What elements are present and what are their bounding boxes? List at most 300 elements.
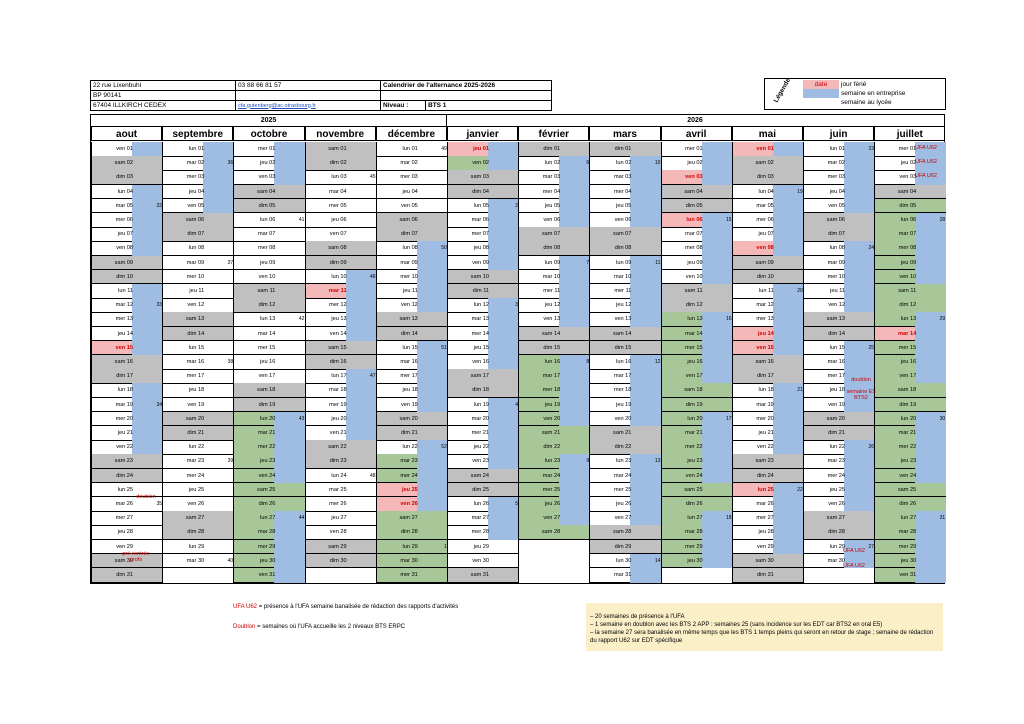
day-cell (875, 341, 946, 356)
day-label: ven 03 (258, 174, 276, 181)
day-label: mer 17 (400, 373, 418, 380)
week-band (773, 454, 804, 469)
day-label: dim 03 (757, 174, 774, 181)
day-label: jeu 13 (331, 316, 347, 323)
day-label: mar 14 (257, 330, 276, 337)
address-line-3: 67404 ILLKIRCH CEDEX (91, 101, 236, 111)
day-cell (306, 511, 377, 526)
month-column (91, 142, 162, 583)
week-band (488, 540, 519, 555)
week-band (417, 383, 448, 398)
day-label: mer 08 (898, 245, 917, 252)
week-band (274, 398, 305, 413)
day-label: mar 31 (613, 572, 632, 578)
day-label: ven 22 (116, 444, 133, 451)
day-label: mar 10 (613, 273, 632, 280)
week-band (844, 483, 875, 498)
week-band (132, 227, 163, 242)
legend-company-swatch (803, 89, 839, 98)
day-label: sam 24 (470, 472, 489, 479)
week-band (915, 454, 946, 469)
week-band (203, 284, 234, 299)
day-label: lun 06 (260, 217, 276, 223)
day-label: mer 17 (827, 373, 845, 380)
day-label: mar 16 (400, 359, 418, 365)
day-cell (163, 327, 234, 342)
day-cell (163, 284, 234, 299)
month-header-10: juin (803, 126, 874, 141)
week-band (915, 327, 946, 342)
week-band (346, 256, 377, 271)
week-band (844, 298, 875, 313)
day-cell (448, 199, 519, 214)
week-band (559, 241, 590, 256)
week-band (773, 298, 804, 313)
day-cell (875, 426, 946, 441)
week-band (488, 383, 519, 398)
level-value: BTS 1 (426, 101, 552, 111)
day-cell (875, 469, 946, 484)
day-label: lun 08 (402, 245, 418, 252)
day-cell (590, 483, 661, 498)
day-label: mer 19 (329, 401, 347, 408)
day-label: lun 08 (188, 245, 205, 252)
month-column (376, 142, 447, 583)
week-band (488, 341, 519, 356)
week-band (203, 241, 234, 256)
week-band (702, 327, 733, 342)
day-label: mar 04 (329, 188, 347, 195)
day-cell (306, 227, 377, 242)
day-label: dim 12 (685, 302, 703, 309)
day-label: sam 09 (755, 259, 774, 266)
day-cell (733, 369, 804, 384)
week-band (630, 525, 661, 540)
day-label: mer 05 (329, 202, 347, 209)
day-label: mer 21 (471, 430, 489, 436)
day-cell (804, 270, 875, 285)
day-cell (377, 412, 448, 427)
day-cell (875, 270, 946, 285)
week-band (203, 298, 234, 313)
day-label: mer 10 (827, 273, 845, 280)
day-cell (234, 511, 305, 526)
day-label: lun 15 (402, 344, 418, 351)
week-band (488, 525, 519, 540)
day-label: lun 09 (544, 259, 561, 266)
day-cell (519, 398, 590, 413)
day-cell (448, 525, 519, 540)
week-band (417, 398, 448, 413)
day-label: dim 31 (116, 572, 133, 578)
week-band (346, 185, 377, 200)
day-cell (92, 213, 163, 228)
day-cell (662, 199, 733, 214)
week-band (203, 327, 234, 342)
day-label: lun 03 (331, 174, 347, 181)
day-cell (662, 398, 733, 413)
day-label: mar 09 (400, 259, 418, 266)
day-label: dim 01 (614, 146, 632, 152)
day-label: jeu 28 (117, 529, 133, 536)
day-cell (804, 341, 875, 356)
day-label: sam 13 (826, 316, 845, 323)
day-label: jeu 22 (473, 444, 489, 451)
week-band (702, 256, 733, 271)
day-cell (590, 312, 661, 327)
footer-doublon-text: = semaines où l'UFA accueille les 2 niveaux BTS ERPC (257, 624, 406, 630)
day-label: ven 01 (116, 146, 133, 152)
day-cell (519, 454, 590, 469)
day-label: mer 25 (542, 486, 561, 493)
day-cell (733, 525, 804, 540)
day-label: sam 08 (328, 245, 347, 252)
day-cell (875, 241, 946, 256)
day-cell (306, 412, 377, 427)
day-label: ven 19 (828, 401, 845, 408)
week-band (630, 341, 661, 356)
day-label: ven 12 (401, 302, 418, 309)
week-band (203, 170, 234, 185)
day-label: ven 29 (757, 543, 774, 550)
day-label: jeu 28 (758, 529, 774, 536)
week-band (559, 383, 590, 398)
day-label: sam 30 (114, 557, 133, 564)
day-label: mar 25 (329, 486, 347, 493)
day-label: sam 07 (613, 231, 632, 238)
note-ufa5: UFA U62 (842, 563, 865, 569)
day-label: dim 15 (543, 344, 561, 351)
week-band (630, 383, 661, 398)
day-cell (662, 156, 733, 171)
day-label: sam 18 (684, 387, 703, 394)
day-label: lun 08 (829, 245, 845, 252)
day-label: ven 24 (899, 472, 917, 479)
week-band (417, 426, 448, 441)
week-band (915, 469, 946, 484)
day-label: sam 21 (613, 430, 632, 436)
day-cell (92, 284, 163, 299)
week-band (274, 440, 305, 455)
legend-school-label: semaine au lycée (841, 99, 892, 106)
week-band (630, 270, 661, 285)
day-cell (662, 284, 733, 299)
day-label: mer 13 (756, 316, 774, 323)
day-cell (163, 256, 234, 271)
day-label: lun 02 (616, 160, 632, 167)
week-band (915, 355, 946, 370)
week-number: 16 (726, 316, 732, 323)
week-band (203, 511, 234, 526)
week-band (559, 440, 590, 455)
info-line-3: – la semaine 27 sera banalisée en même temps que les BTS 1 temps pleins qui seront en retour de stage ; semaine de rédaction du rapport U62 sur EDT spécifique (590, 630, 934, 644)
day-cell (733, 511, 804, 526)
week-band (773, 355, 804, 370)
week-band (274, 185, 305, 200)
day-cell (804, 156, 875, 171)
day-label: dim 11 (472, 288, 489, 294)
week-number: 11 (655, 259, 661, 266)
day-label: sam 11 (898, 288, 917, 294)
day-label: mer 07 (471, 231, 489, 238)
day-cell (92, 454, 163, 469)
day-cell (163, 540, 234, 555)
day-label: lun 12 (473, 302, 489, 309)
day-label: jeu 11 (830, 288, 845, 294)
day-cell (804, 227, 875, 242)
day-cell (733, 312, 804, 327)
week-band (559, 312, 590, 327)
day-cell (733, 554, 804, 569)
week-band (346, 483, 377, 498)
day-label: ven 08 (756, 245, 774, 252)
day-cell (875, 540, 946, 555)
week-number: 51 (441, 344, 447, 351)
day-label: sam 01 (328, 146, 347, 152)
day-cell (377, 270, 448, 285)
day-label: sam 18 (897, 387, 917, 394)
day-label: mar 02 (186, 160, 205, 167)
day-cell (234, 355, 305, 370)
day-label: dim 02 (329, 160, 347, 167)
day-label: mar 21 (257, 430, 276, 436)
day-cell (590, 256, 661, 271)
day-label: mar 20 (471, 415, 489, 422)
day-label: sam 18 (257, 387, 276, 394)
day-cell (519, 511, 590, 526)
week-band (630, 199, 661, 214)
day-cell (163, 398, 234, 413)
day-cell (306, 156, 377, 171)
week-band (132, 185, 163, 200)
day-cell (377, 568, 448, 583)
day-cell (590, 185, 661, 200)
week-band (488, 483, 519, 498)
day-label: lun 06 (686, 217, 703, 223)
day-cell (377, 525, 448, 540)
day-label: lun 18 (117, 387, 133, 394)
day-cell (306, 483, 377, 498)
day-label: sam 30 (755, 557, 774, 564)
day-cell (448, 227, 519, 242)
week-band (203, 383, 234, 398)
day-label: dim 07 (401, 231, 418, 238)
week-number: 10 (654, 160, 661, 167)
day-label: jeu 18 (188, 387, 205, 394)
day-label: lun 10 (331, 273, 347, 280)
phone: 03 88 66 81 57 (236, 81, 381, 91)
day-cell (234, 241, 305, 256)
day-cell (733, 227, 804, 242)
day-label: lun 05 (473, 202, 489, 209)
day-cell (306, 355, 377, 370)
week-band (773, 156, 804, 171)
day-label: lun 27 (687, 515, 703, 522)
week-band (346, 213, 377, 228)
week-number: 13 (654, 458, 661, 465)
day-label: mar 13 (471, 316, 489, 323)
week-number: 48 (370, 472, 376, 479)
day-cell (377, 483, 448, 498)
day-label: sam 11 (684, 288, 703, 294)
week-band (132, 369, 163, 384)
week-band (274, 369, 305, 384)
day-cell (234, 327, 305, 342)
day-label: mar 07 (257, 231, 276, 238)
week-band (417, 270, 448, 285)
day-label: dim 28 (401, 529, 418, 536)
week-band (559, 213, 590, 228)
day-label: dim 04 (472, 188, 489, 195)
week-number: 29 (939, 316, 946, 323)
day-cell (733, 298, 804, 313)
day-cell (875, 398, 946, 413)
day-label: lun 13 (687, 316, 703, 323)
week-number: 23 (868, 146, 874, 152)
day-cell (662, 511, 733, 526)
week-band (488, 440, 519, 455)
week-band (702, 341, 733, 356)
week-band (559, 497, 590, 512)
day-label: mar 10 (542, 273, 561, 280)
week-band (203, 426, 234, 441)
day-label: sam 04 (897, 188, 917, 195)
day-label: ven 03 (685, 174, 703, 181)
day-cell (804, 483, 875, 498)
week-number: 46 (370, 273, 376, 280)
month-header-9: mai (732, 126, 803, 141)
day-label: mer 15 (898, 344, 917, 351)
day-label: lun 25 (117, 486, 133, 493)
week-band (702, 540, 733, 555)
day-cell (875, 454, 946, 469)
day-label: jeu 06 (331, 217, 347, 223)
week-number: 28 (939, 217, 946, 223)
day-label: lun 20 (687, 415, 703, 422)
week-band (915, 256, 946, 271)
week-band (915, 497, 946, 512)
week-band (274, 426, 305, 441)
email-link[interactable]: cfa.gutenberg@ac-strasbourg.fr (236, 101, 381, 111)
day-label: sam 14 (613, 330, 632, 337)
week-band (559, 426, 590, 441)
week-band (844, 170, 875, 185)
day-cell (662, 426, 733, 441)
day-label: lun 22 (188, 444, 205, 451)
day-label: mer 04 (542, 188, 561, 195)
week-band (203, 497, 234, 512)
week-band (417, 412, 448, 427)
day-cell (662, 227, 733, 242)
day-cell (163, 185, 234, 200)
day-label: ven 21 (329, 430, 347, 436)
day-cell (306, 270, 377, 285)
day-cell (590, 270, 661, 285)
week-band (488, 227, 519, 242)
day-cell (733, 213, 804, 228)
week-band (346, 227, 377, 242)
day-cell (662, 355, 733, 370)
day-cell (733, 170, 804, 185)
day-cell (306, 185, 377, 200)
week-band (488, 426, 519, 441)
day-label: mar 07 (898, 231, 917, 238)
day-label: sam 22 (328, 444, 347, 451)
day-cell (234, 227, 305, 242)
day-cell (519, 256, 590, 271)
day-label: dim 03 (116, 174, 133, 181)
day-cell (804, 440, 875, 455)
day-label: mer 24 (827, 472, 845, 479)
day-label: mer 12 (329, 302, 347, 309)
day-cell (306, 170, 377, 185)
day-label: jeu 30 (900, 557, 917, 564)
day-label: dim 08 (543, 245, 561, 252)
day-cell (519, 426, 590, 441)
day-label: jeu 18 (829, 387, 845, 394)
day-cell (92, 241, 163, 256)
day-cell (590, 241, 661, 256)
day-label: jeu 11 (189, 288, 205, 294)
week-band (488, 256, 519, 271)
day-cell (234, 426, 305, 441)
day-label: sam 27 (399, 515, 418, 522)
day-label: mer 01 (898, 146, 917, 152)
week-band (773, 369, 804, 384)
day-label: dim 14 (401, 330, 418, 337)
day-label: ven 15 (115, 344, 133, 351)
day-cell (306, 341, 377, 356)
day-label: jeu 05 (616, 202, 632, 209)
month-column (732, 142, 803, 583)
day-cell (234, 284, 305, 299)
day-label: ven 26 (400, 501, 418, 507)
note-doublon_aug: doublon (136, 494, 156, 500)
week-band (488, 312, 519, 327)
week-band (417, 454, 448, 469)
day-cell (590, 369, 661, 384)
week-number: 50 (441, 245, 447, 252)
day-cell (92, 568, 163, 583)
day-cell (875, 440, 946, 455)
week-band (559, 270, 590, 285)
day-label: mer 24 (186, 472, 205, 479)
day-label: mar 11 (328, 288, 347, 294)
day-label: dim 22 (614, 444, 632, 451)
day-label: mar 30 (827, 557, 845, 564)
day-cell (448, 284, 519, 299)
day-label: dim 18 (472, 387, 489, 394)
week-band (915, 568, 946, 583)
day-label: dim 15 (614, 344, 632, 351)
day-label: lun 16 (616, 359, 632, 365)
day-label: ven 13 (543, 316, 561, 323)
week-band (559, 369, 590, 384)
day-cell (519, 483, 590, 498)
day-label: mar 03 (542, 174, 561, 181)
month-column (447, 142, 518, 583)
day-cell (448, 327, 519, 342)
day-cell (875, 383, 946, 398)
day-cell (163, 213, 234, 228)
week-band (274, 568, 305, 583)
day-label: jeu 19 (544, 401, 561, 408)
week-band (488, 185, 519, 200)
day-cell (377, 341, 448, 356)
day-cell (163, 355, 234, 370)
day-label: sam 31 (470, 572, 489, 578)
day-cell (448, 185, 519, 200)
